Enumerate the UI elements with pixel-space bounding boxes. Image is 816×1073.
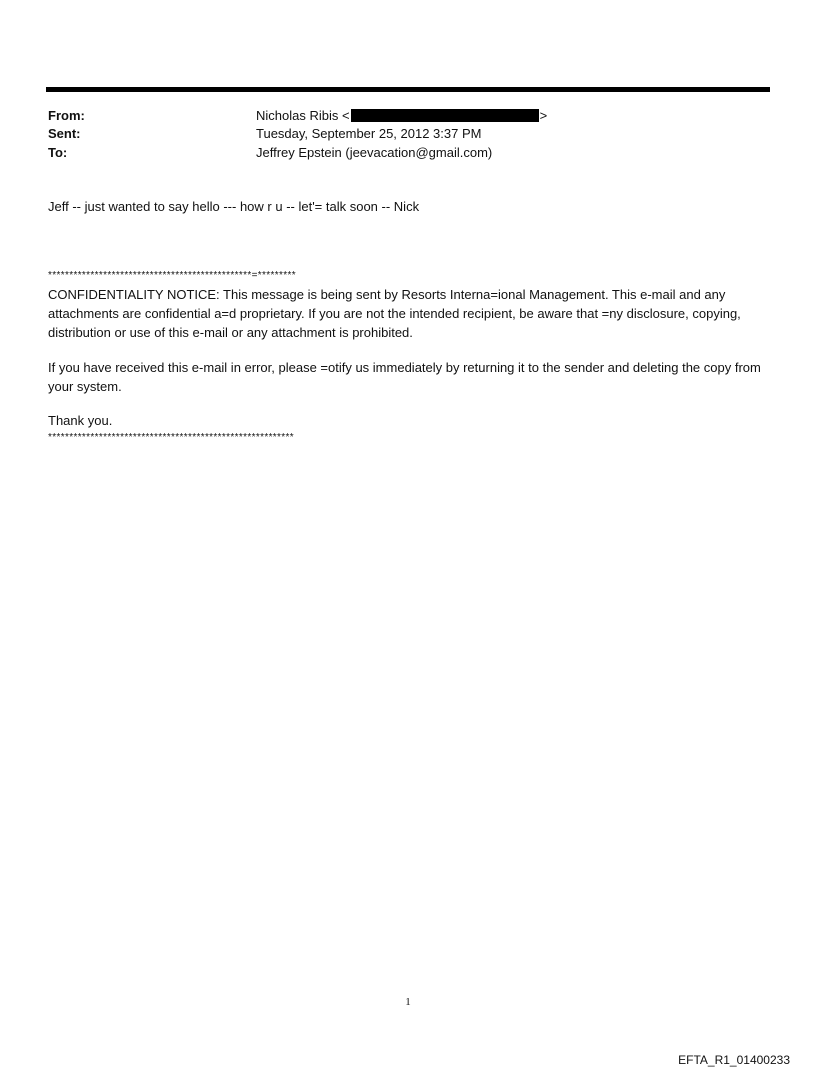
- page-number: 1: [405, 996, 411, 1008]
- separator-top: ************************************************=*********: [48, 270, 296, 281]
- to-value: Jeffrey Epstein (jeevacation@gmail.com): [256, 145, 493, 160]
- header-divider: [46, 87, 770, 92]
- separator-bottom: **********************************************************: [48, 432, 295, 443]
- confidentiality-notice: CONFIDENTIALITY NOTICE: This message is being sent by Resorts Interna=ional Management. This e-mail and any attachments are confidential a=d proprietary. If you are not the intended recipient, be aware that =ny disclosure, copying, distribution or use of this e-mail or any attachment is prohibited.: [48, 287, 741, 340]
- sent-value: Tuesday, September 25, 2012 3:37 PM: [256, 126, 482, 141]
- to-label: To:: [48, 145, 68, 160]
- to-row: [48, 144, 768, 162]
- from-close-bracket: >: [539, 108, 548, 123]
- thank-you: Thank you.: [48, 413, 113, 428]
- error-notice: If you have received this e-mail in error, please =otify us immediately by returning it to the sender and deleting the copy from your system.: [48, 360, 761, 394]
- redacted-email: [351, 109, 539, 122]
- sent-row: [48, 125, 768, 143]
- from-name: Nicholas Ribis <: [256, 108, 350, 123]
- from-row: [48, 107, 768, 125]
- document-id: EFTA_R1_01400233: [678, 1053, 790, 1067]
- from-value: [256, 107, 547, 125]
- message-body: Jeff -- just wanted to say hello --- how r u -- let'= talk soon -- Nick: [48, 199, 420, 214]
- from-label: From:: [48, 108, 85, 123]
- sent-label: Sent:: [48, 126, 81, 141]
